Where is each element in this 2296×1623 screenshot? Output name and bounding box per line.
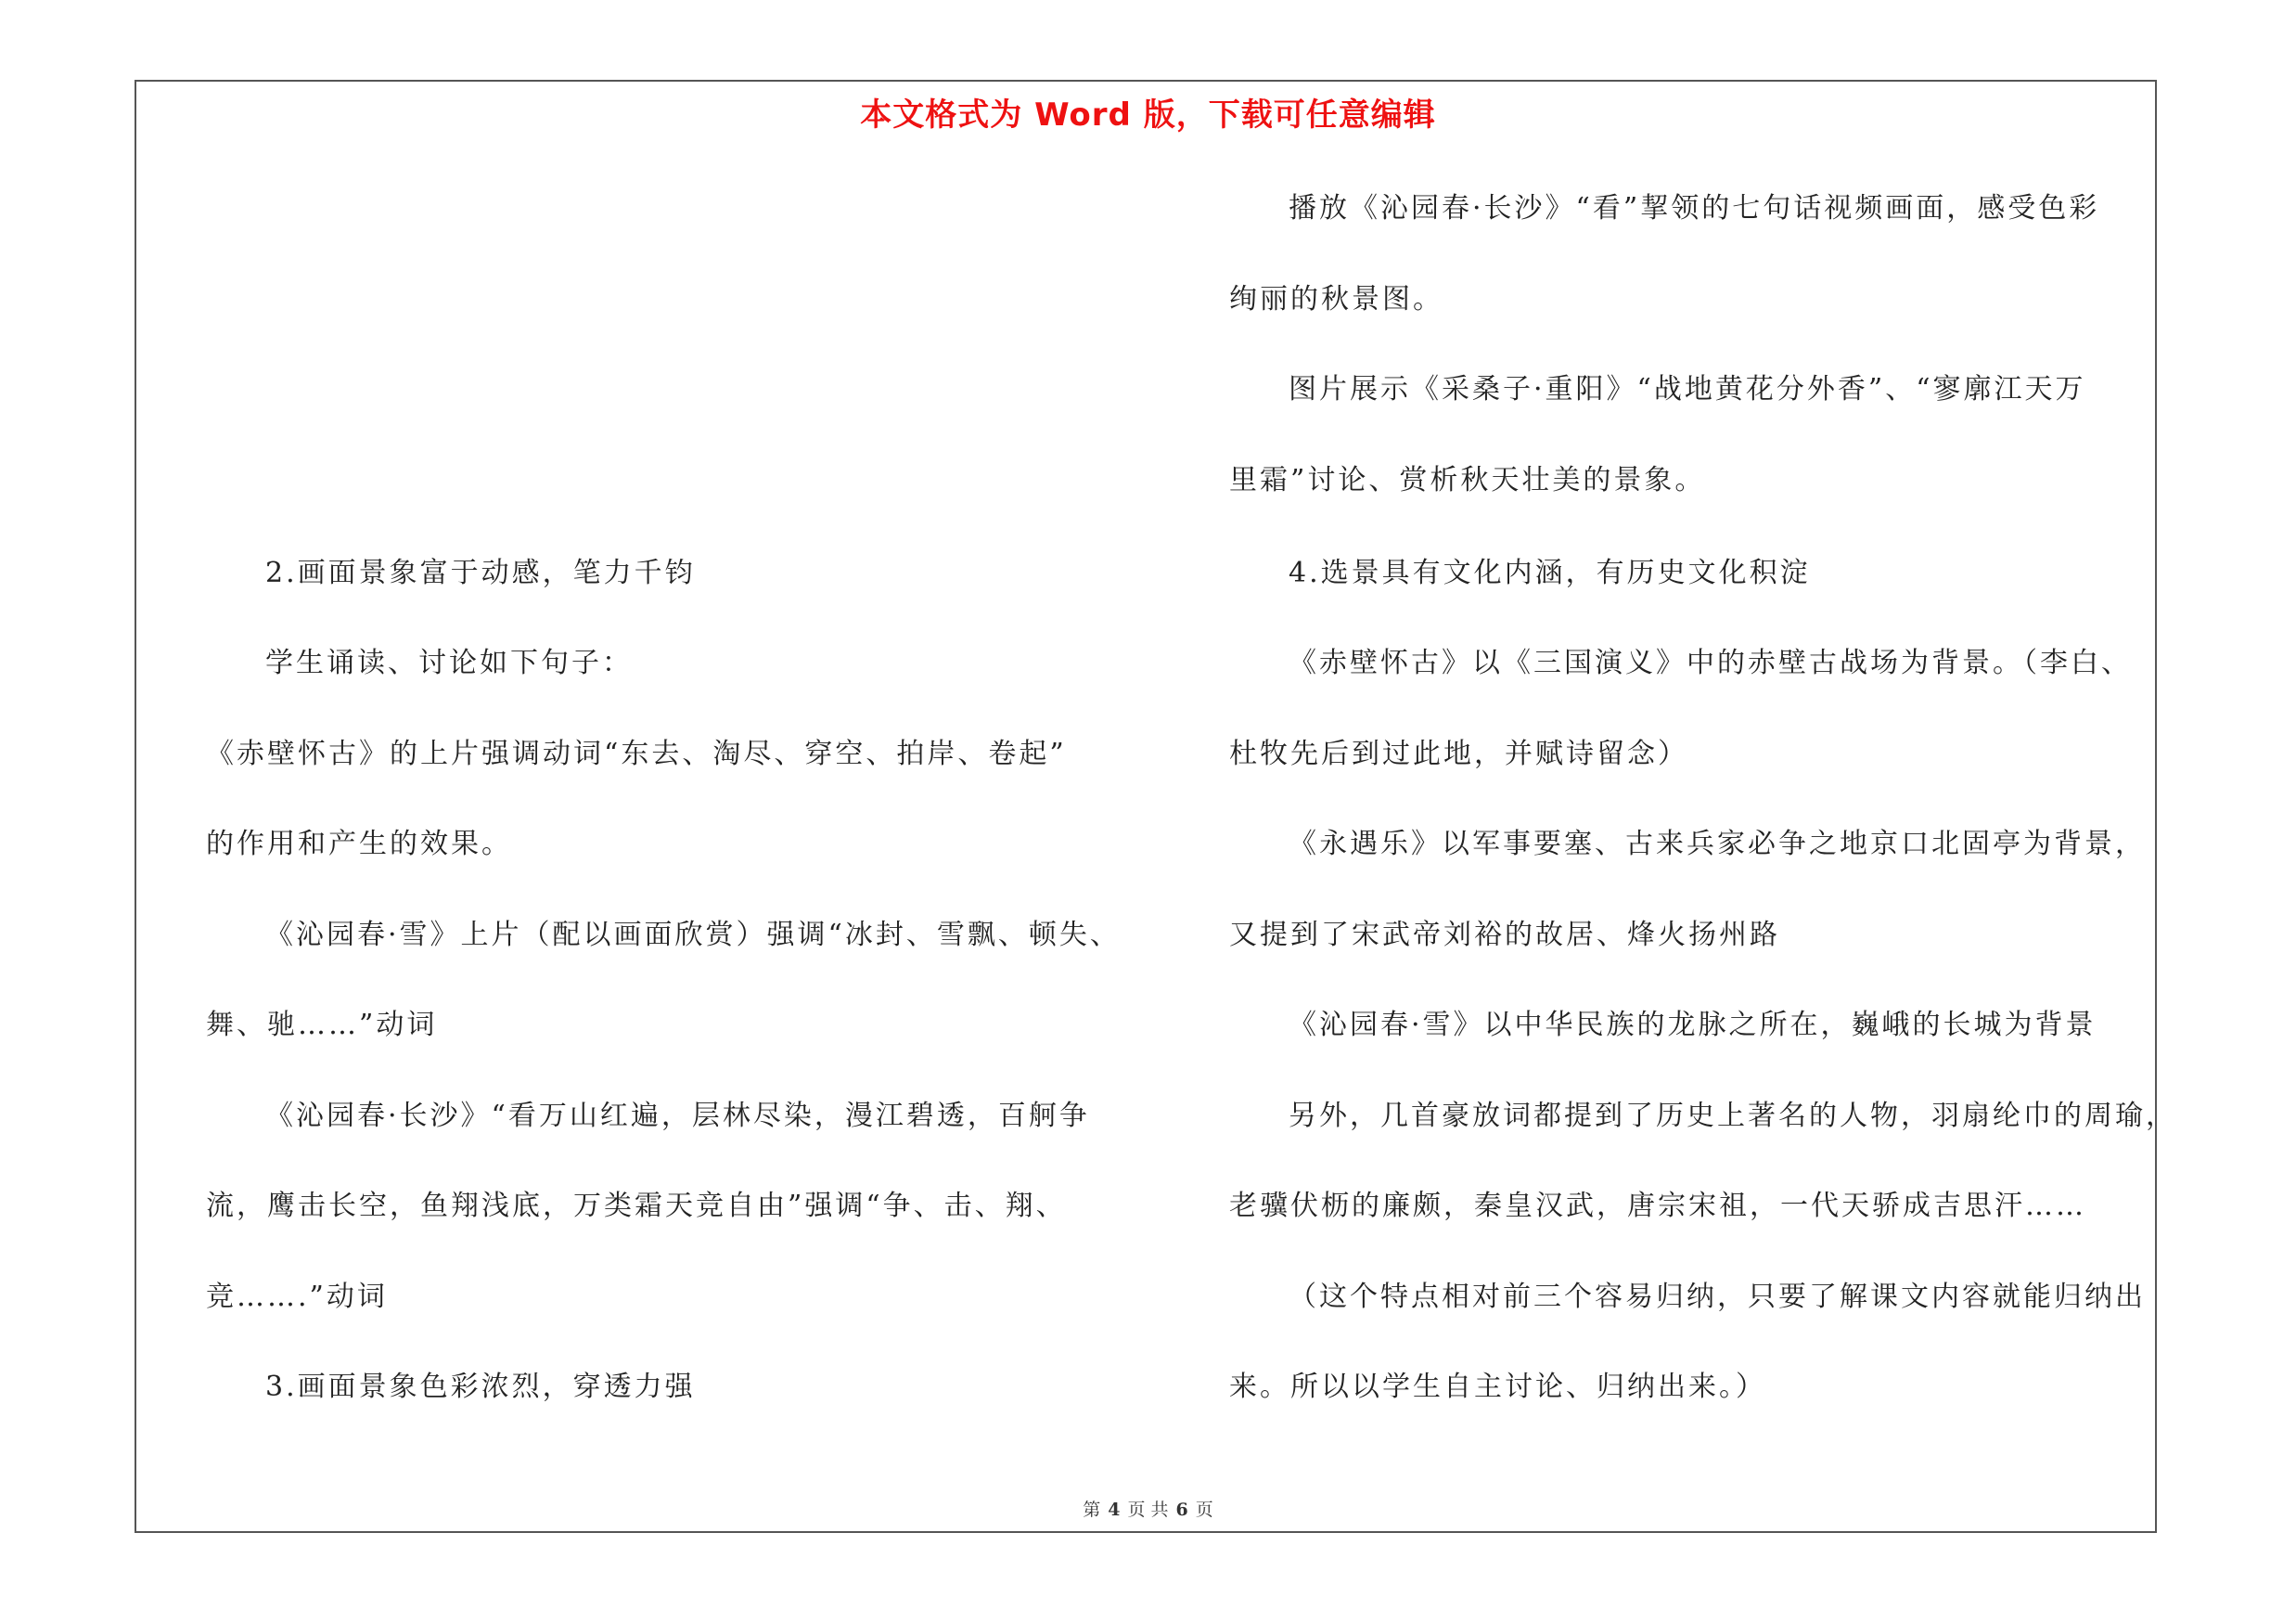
editable-notice-banner: 本文格式为 Word 版，下载可任意编辑 (860, 97, 1436, 134)
paragraph-line: 播放《沁园春·长沙》“看”挈领的七句话视频画面，感受色彩 (1289, 192, 2100, 225)
paragraph-line: 另外，几首豪放词都提到了历史上著名的人物，羽扇纶巾的周瑜， (1289, 1100, 2176, 1132)
paragraph-line: 的作用和产生的效果。 (206, 828, 512, 860)
paragraph-line: 《沁园春·长沙》“看万山红遍，层林尽染，漫江碧透，百舸争 (265, 1100, 1090, 1132)
paragraph-line: （这个特点相对前三个容易归纳，只要了解课文内容就能归纳出 (1289, 1281, 2146, 1313)
footer-prefix: 第 (1083, 1500, 1101, 1520)
paragraph-line: 竞…….”动词 (206, 1281, 388, 1313)
section-heading-4: 4.选景具有文化内涵，有历史文化积淀 (1289, 557, 1811, 589)
paragraph-line: 学生诵读、讨论如下句子： (265, 647, 633, 679)
paragraph-line: 流，鹰击长空，鱼翔浅底，万类霜天竞自由”强调“争、击、翔、 (206, 1190, 1067, 1222)
paragraph-line: 《赤壁怀古》以《三国演义》中的赤壁古战场为背景。（李白、 (1289, 647, 2132, 679)
page-number-footer (0, 1496, 2296, 1521)
paragraph-line: 杜牧先后到过此地，并赋诗留念） (1229, 738, 1688, 770)
footer-middle: 页 共 (1127, 1500, 1169, 1520)
paragraph-line: 绚丽的秋景图。 (1229, 283, 1443, 316)
paragraph-line: 《沁园春·雪》上片（配以画面欣赏）强调“冰封、雪飘、顿失、 (265, 919, 1121, 951)
paragraph-line: 又提到了宋武帝刘裕的故居、烽火扬州路 (1229, 919, 1780, 951)
paragraph-line: 舞、驰……”动词 (206, 1009, 438, 1041)
footer-suffix: 页 (1195, 1500, 1213, 1520)
current-page-number: 4 (1108, 1500, 1121, 1520)
paragraph-line: 《永遇乐》以军事要塞、古来兵家必争之地京口北固亭为背景， (1289, 828, 2146, 860)
total-page-count: 6 (1175, 1500, 1188, 1520)
paragraph-line: 来。所以以学生自主讨论、归纳出来。） (1229, 1371, 1766, 1403)
paragraph-line: 老骥伏枥的廉颇，秦皇汉武，唐宗宋祖，一代天骄成吉思汗…… (1229, 1190, 2086, 1222)
paragraph-line: 《赤壁怀古》的上片强调动词“东去、淘尽、穿空、拍岸、卷起” (206, 738, 1067, 770)
section-heading-3: 3.画面景象色彩浓烈，穿透力强 (265, 1371, 696, 1403)
section-heading-2: 2.画面景象富于动感，笔力千钧 (265, 557, 696, 589)
paragraph-line: 《沁园春·雪》以中华民族的龙脉之所在，巍峨的长城为背景 (1289, 1009, 2097, 1041)
paragraph-line: 图片展示《采桑子·重阳》“战地黄花分外香”、“寥廓江天万 (1289, 373, 2086, 406)
paragraph-line: 里霜”讨论、赏析秋天壮美的景象。 (1229, 464, 1706, 496)
